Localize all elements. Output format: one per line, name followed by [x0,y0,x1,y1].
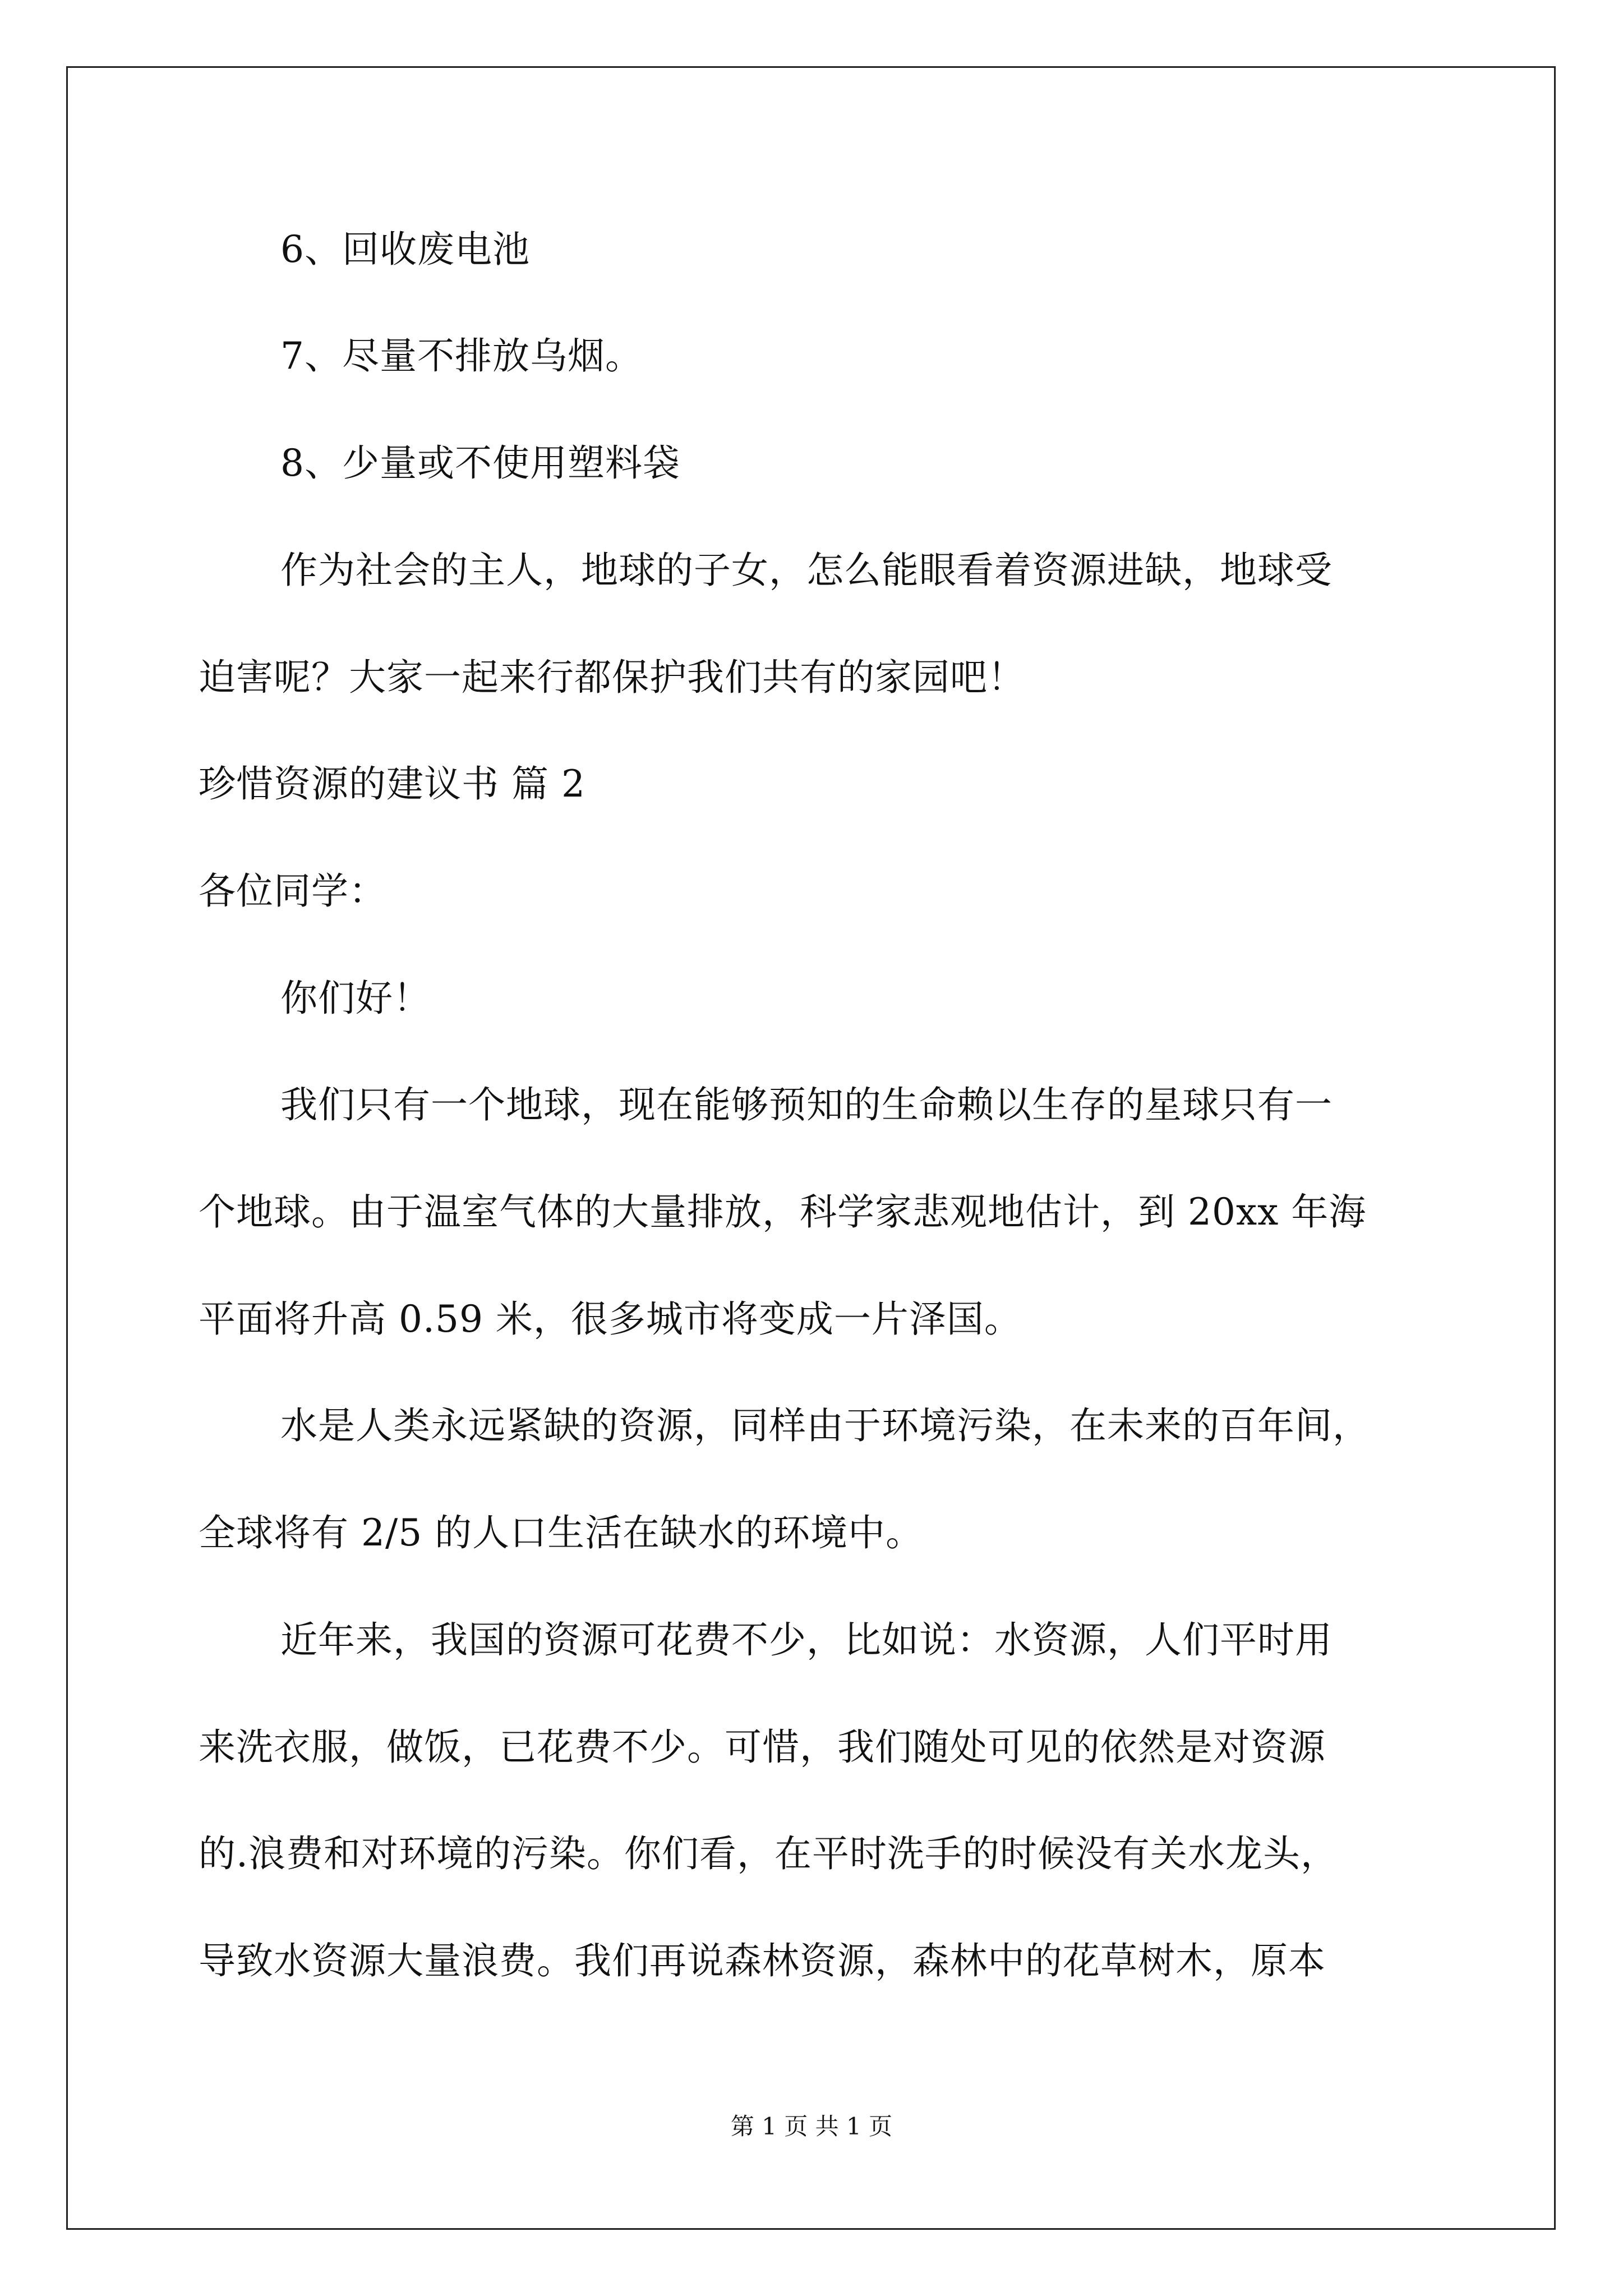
paragraph-line: 近年来，我国的资源可花费不少，比如说：水资源，人们平时用 [280,1618,1332,1662]
paragraph-line: 导致水资源大量浪费。我们再说森林资源，森林中的花草树木，原本 [199,1939,1326,1982]
list-item-6: 6、回收废电池 [280,228,530,271]
greeting: 你们好！ [280,977,431,1020]
page-footer: 第 1 页 共 1 页 [730,2113,893,2140]
paragraph-line: 我们只有一个地球，现在能够预知的生命赖以生存的星球只有一 [280,1083,1332,1126]
page-border [66,66,1556,2230]
paragraph-line: 的.浪费和对环境的污染。你们看，在平时洗手的时候没有关水龙头， [199,1832,1338,1875]
paragraph-line: 作为社会的主人，地球的子女，怎么能眼看着资源进缺，地球受 [280,549,1332,592]
salutation: 各位同学： [199,869,386,913]
section-heading: 珍惜资源的建议书 篇 2 [199,762,585,806]
paragraph-line: 来洗衣服，做饭，已花费不少。可惜，我们随处可见的依然是对资源 [199,1726,1326,1769]
list-item-7: 7、尽量不排放乌烟。 [280,334,643,378]
list-item-8: 8、少量或不使用塑料袋 [280,441,680,485]
paragraph-line: 全球将有 2/5 的人口生活在缺水的环境中。 [199,1511,924,1554]
paragraph-line: 平面将升高 0.59 米，很多城市将变成一片泽国。 [199,1297,1022,1341]
paragraph-line: 水是人类永远紧缺的资源，同样由于环境污染，在未来的百年间， [280,1404,1370,1447]
paragraph-line: 个地球。由于温室气体的大量排放，科学家悲观地估计，到 20xx 年海 [199,1190,1367,1234]
paragraph-line: 迫害呢？大家一起来行都保护我们共有的家园吧！ [199,656,1025,699]
